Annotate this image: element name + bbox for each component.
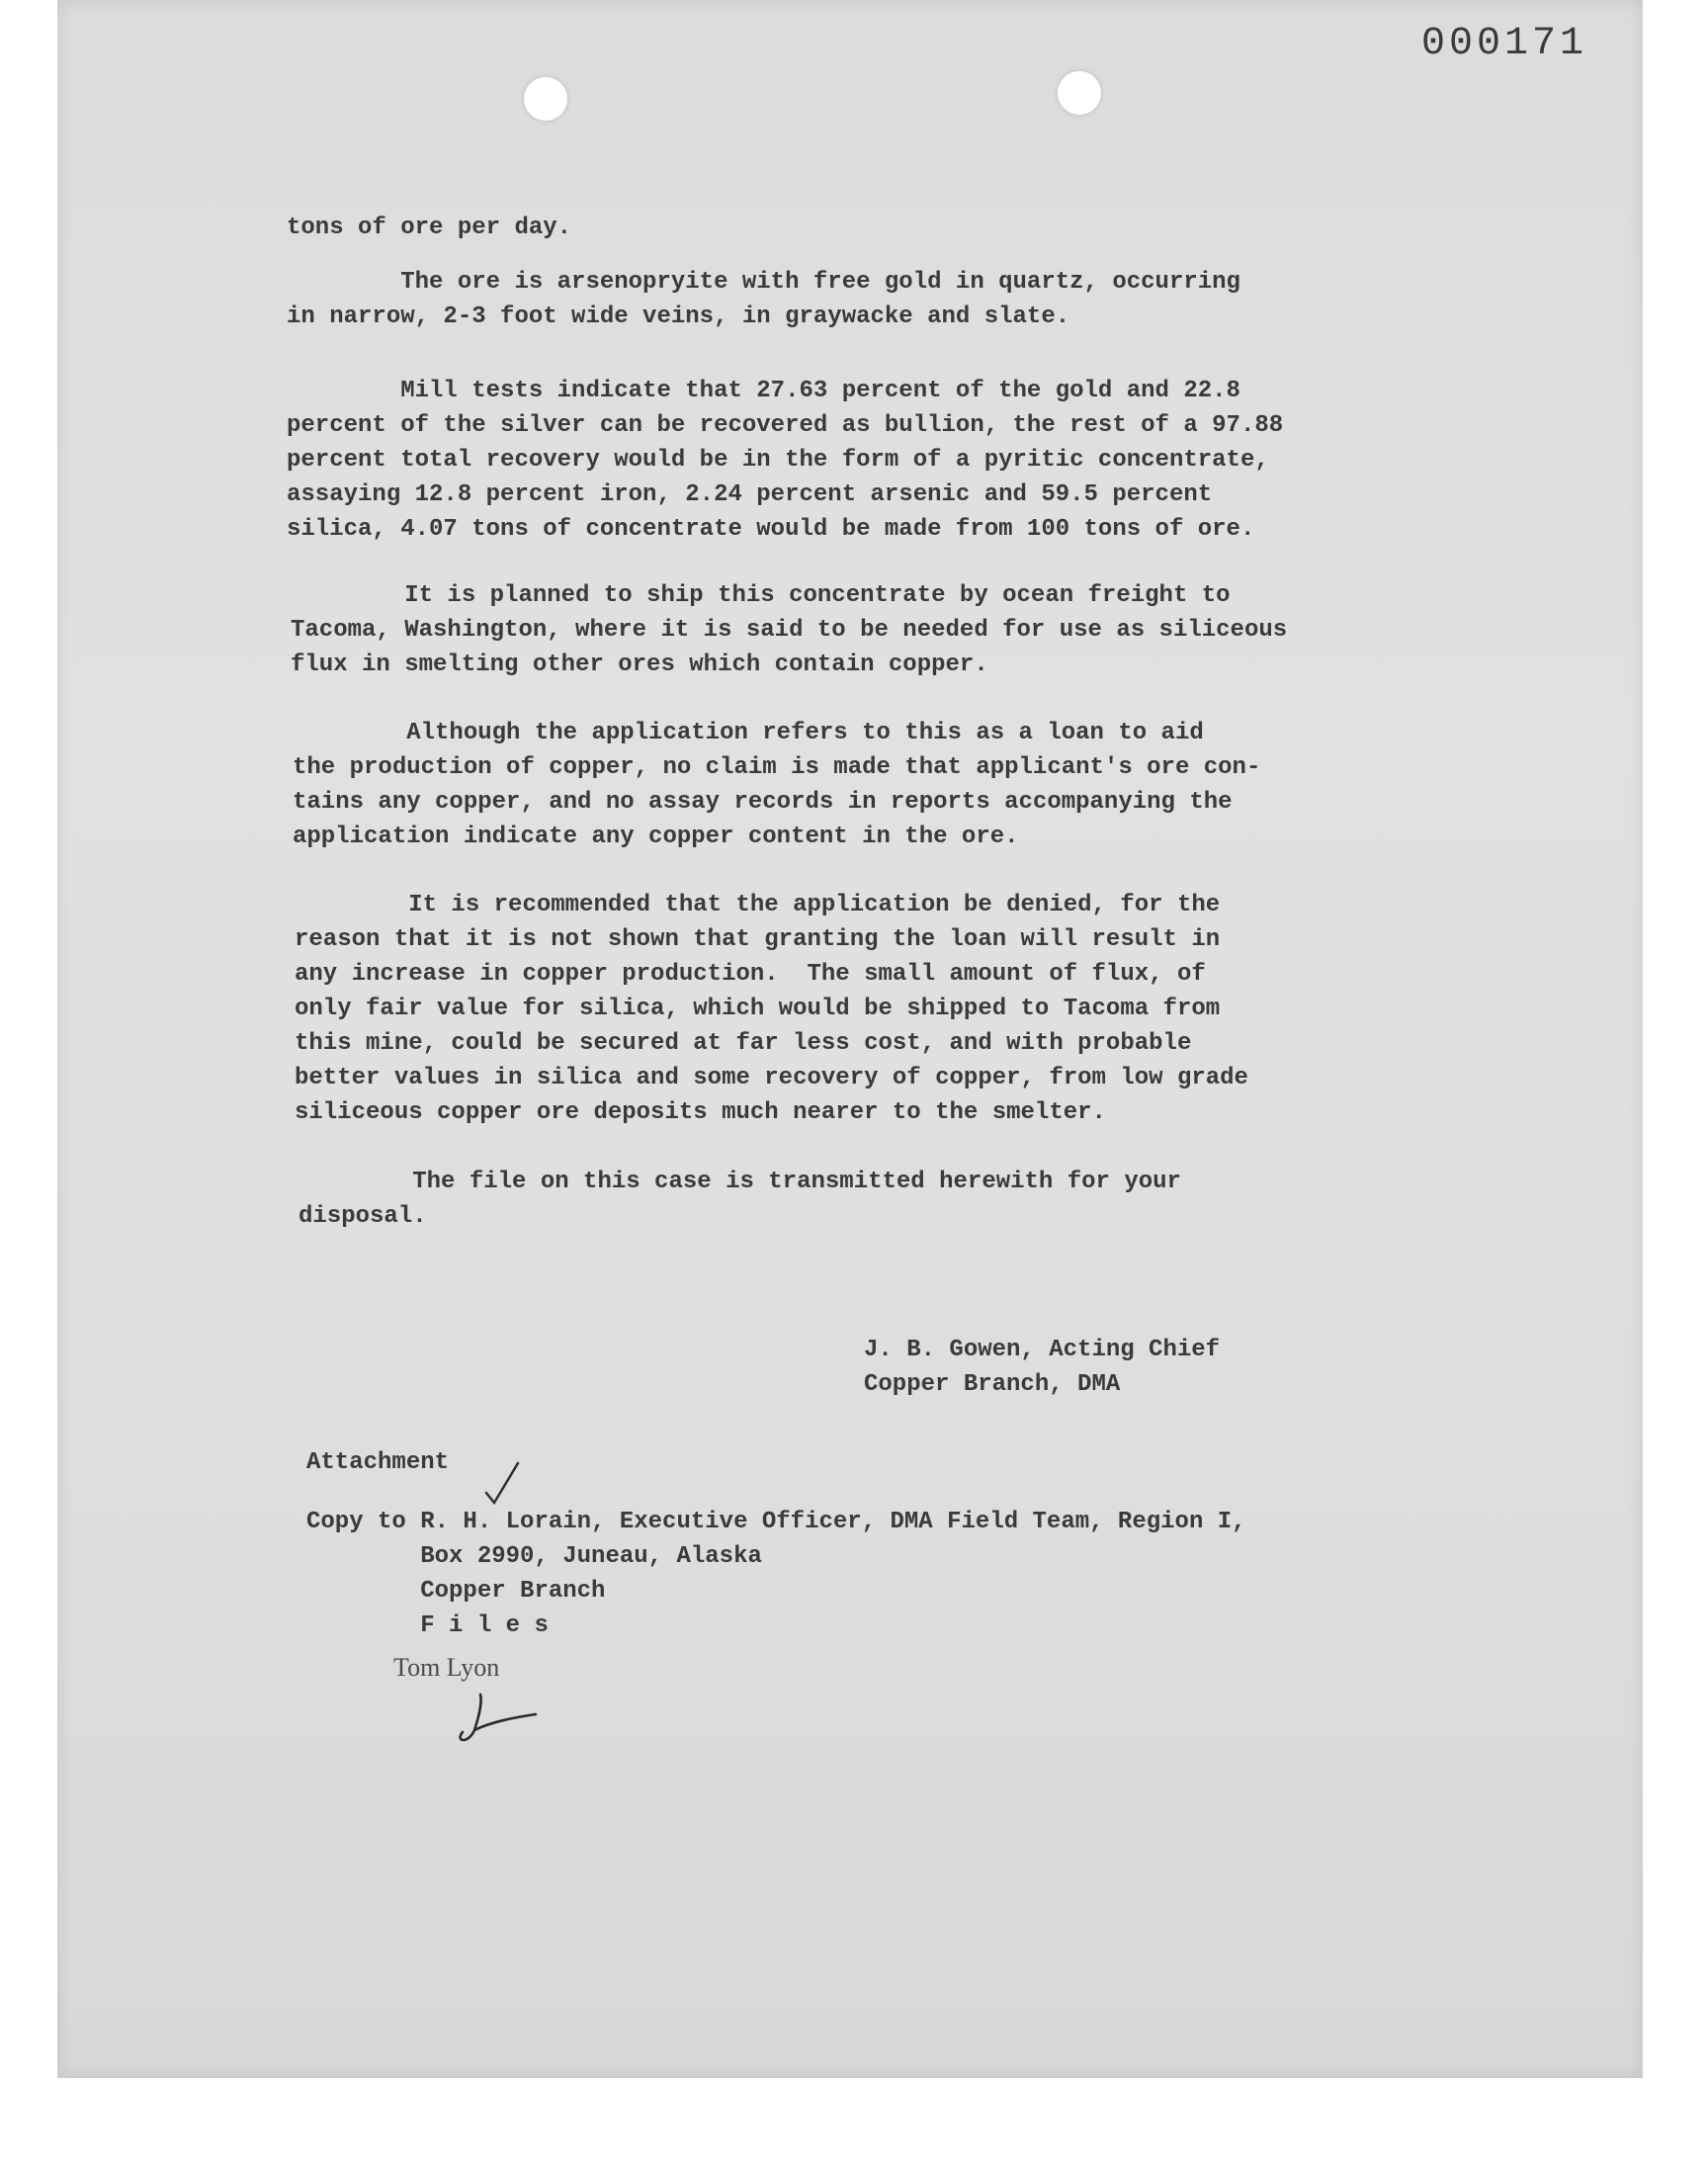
punch-hole-left: [524, 77, 567, 121]
handwritten-initial-icon: [453, 1689, 542, 1748]
text-line: in narrow, 2-3 foot wide veins, in graywacke and slate.: [287, 304, 1070, 330]
text-line: F i l e s: [306, 1612, 549, 1639]
text-line: Mill tests indicate that 27.63 percent of the gold and 22.8: [287, 378, 1240, 404]
text-line: The ore is arsenopryite with free gold in quartz, occurring: [287, 269, 1240, 296]
attachment-label: Attachment: [306, 1449, 450, 1476]
text-line: Copy to R. H. Lorain, Executive Officer, DMA Field Team, Region I,: [306, 1509, 1246, 1535]
text-line: flux in smelting other ores which contain copper.: [291, 652, 988, 678]
text-line: The file on this case is transmitted herewith for your: [299, 1169, 1181, 1195]
text-line: percent of the silver can be recovered as bullion, the rest of a 97.88: [287, 412, 1284, 439]
page-number: 000171: [1421, 22, 1588, 66]
text-line: Copper Branch: [306, 1578, 606, 1605]
signer-branch: Copper Branch, DMA: [864, 1371, 1121, 1398]
text-line: tains any copper, and no assay records in reports accompanying the: [293, 789, 1233, 816]
text-line: It is planned to ship this concentrate by ocean freight to: [291, 582, 1231, 609]
text-line: the production of copper, no claim is made that applicant's ore con-: [293, 754, 1261, 781]
text-line: Box 2990, Juneau, Alaska: [306, 1543, 762, 1570]
handwritten-name: Tom Lyon: [393, 1653, 500, 1682]
signer-name: J. B. Gowen, Acting Chief: [864, 1337, 1221, 1363]
text-line: any increase in copper production. The small amount of flux, of: [295, 961, 1206, 988]
text-line: Tacoma, Washington, where it is said to be needed for use as siliceous: [291, 617, 1288, 644]
text-line: reason that it is not shown that granting the loan will result in: [295, 926, 1221, 953]
paragraph-continuation: tons of ore per day.: [287, 215, 572, 241]
text-line: It is recommended that the application be denied, for the: [295, 892, 1221, 918]
text-line: only fair value for silica, which would be shipped to Tacoma from: [295, 996, 1221, 1022]
document-page: [57, 0, 1643, 2078]
text-line: siliceous copper ore deposits much nearer to the smelter.: [295, 1099, 1106, 1126]
check-mark-icon: [482, 1459, 522, 1507]
punch-hole-right: [1058, 71, 1101, 115]
text-line: disposal.: [299, 1203, 427, 1230]
text-line: silica, 4.07 tons of concentrate would be made from 100 tons of ore.: [287, 516, 1255, 543]
text-line: application indicate any copper content in the ore.: [293, 824, 1019, 850]
text-line: Although the application refers to this as a loan to aid: [293, 720, 1204, 746]
text-line: assaying 12.8 percent iron, 2.24 percent arsenic and 59.5 percent: [287, 481, 1213, 508]
text-line: better values in silica and some recovery of copper, from low grade: [295, 1065, 1248, 1091]
text-line: this mine, could be secured at far less cost, and with probable: [295, 1030, 1192, 1057]
text-line: percent total recovery would be in the form of a pyritic concentrate,: [287, 447, 1269, 474]
